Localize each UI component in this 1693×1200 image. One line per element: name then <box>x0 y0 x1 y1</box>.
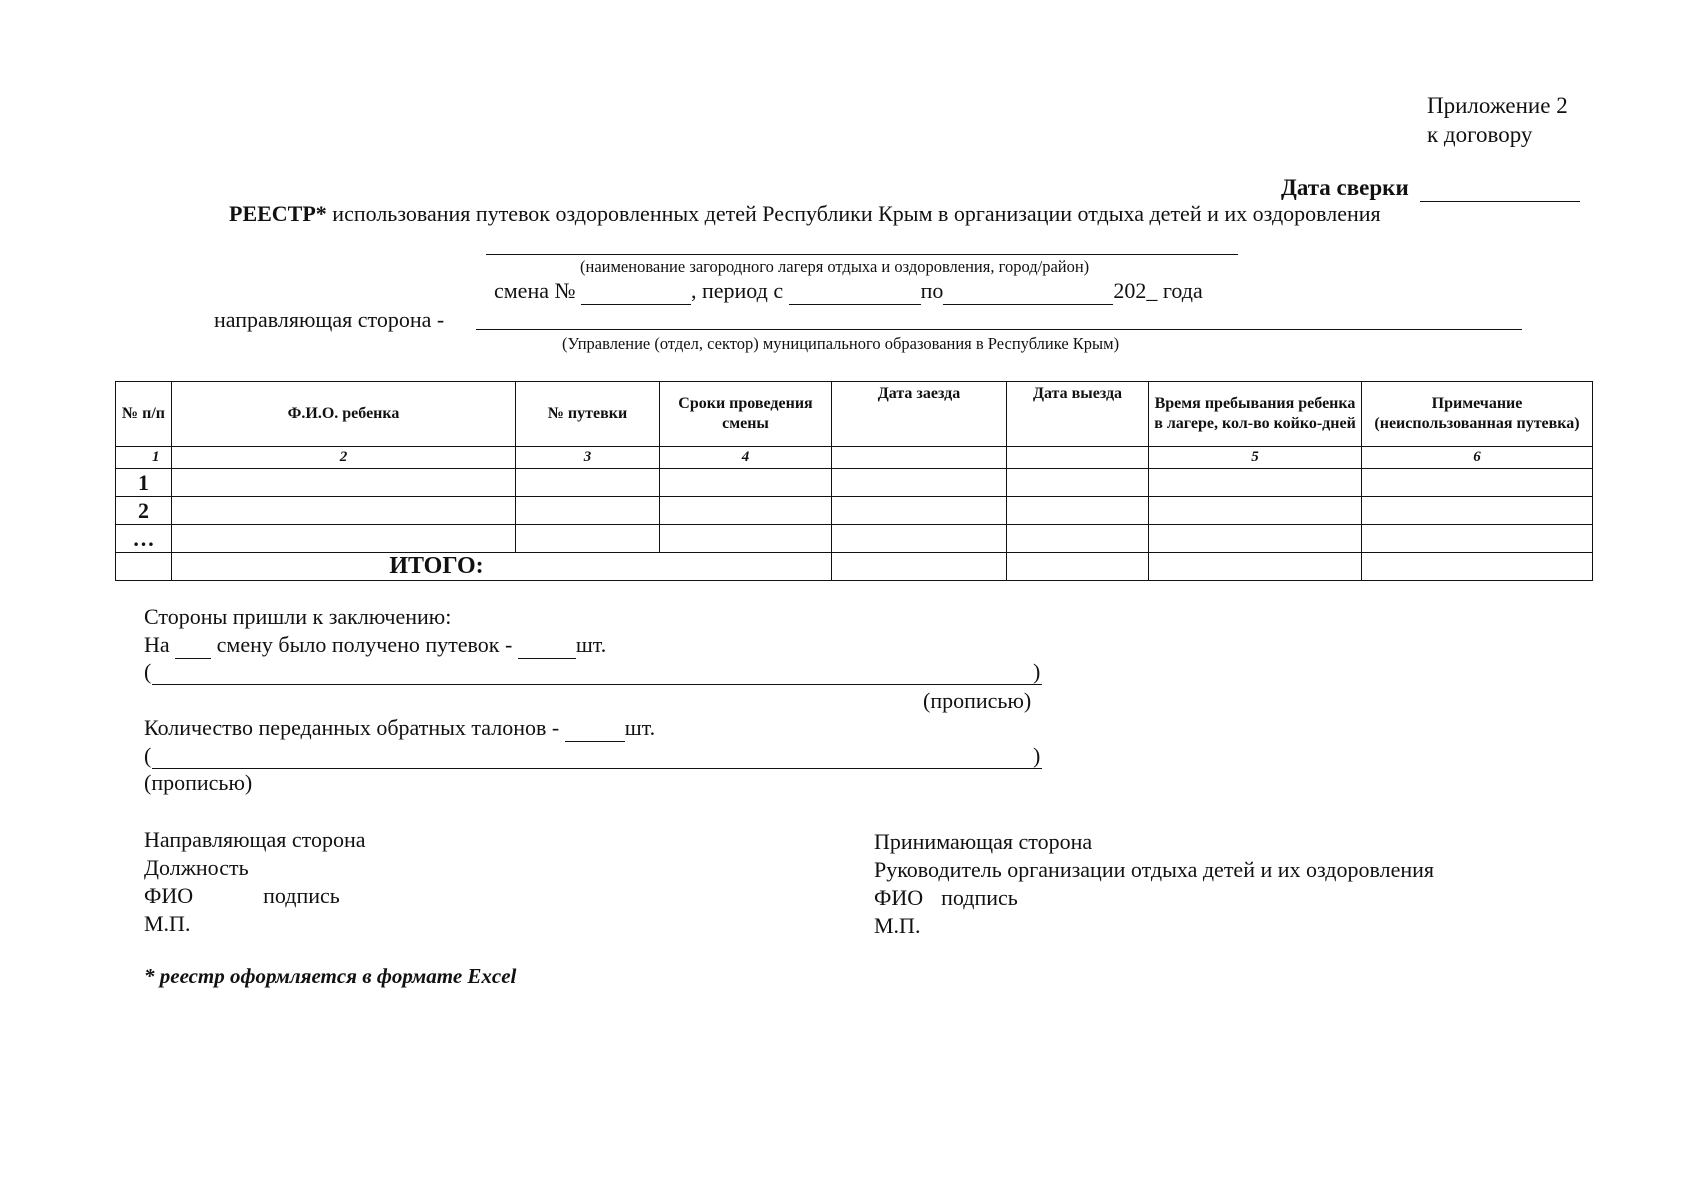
title-bold: РЕЕСТР* <box>229 201 327 226</box>
shift-number-blank[interactable] <box>581 278 691 305</box>
period-to-blank[interactable] <box>943 278 1113 305</box>
row-number: 2 <box>116 497 172 525</box>
header-child-name: Ф.И.О. ребенка <box>172 382 516 447</box>
position-label: Должность <box>144 855 249 880</box>
signature-label: подпись <box>263 883 340 908</box>
column-number: 6 <box>1362 447 1593 469</box>
position-label: Руководитель организации отдыха детей и их оздоровления <box>874 857 1435 882</box>
table-row <box>116 525 1593 553</box>
table-cell[interactable] <box>660 525 832 553</box>
in-words-caption: (прописью) <box>144 770 253 795</box>
table-cell <box>116 553 172 581</box>
column-number: 1 <box>116 447 172 469</box>
period-label: , период с <box>690 278 784 303</box>
column-number: 2 <box>172 447 516 469</box>
shift-label: смена № <box>494 278 576 303</box>
registry-table <box>115 381 1593 581</box>
coupons-line <box>144 715 655 742</box>
received-prefix: На <box>144 632 170 657</box>
table-cell[interactable] <box>172 525 516 553</box>
table-cell[interactable] <box>1007 469 1149 497</box>
date-label: Дата сверки <box>1281 175 1409 200</box>
coupons-count-blank[interactable] <box>565 715 625 742</box>
name-label: ФИО <box>144 883 194 908</box>
receiving-party-signature <box>874 828 1434 940</box>
table-cell[interactable] <box>1362 469 1593 497</box>
table-cell[interactable] <box>1149 553 1362 581</box>
table-cell[interactable] <box>1007 525 1149 553</box>
conclusion-heading: Стороны пришли к заключению: <box>144 604 452 629</box>
header-shift-dates: Сроки проведения смены <box>660 382 832 447</box>
document-title <box>229 201 1381 227</box>
party-label: Направляющая сторона <box>144 827 366 852</box>
title-text: использования путевок оздоровленных детей Республики Крым в организации отдыха детей и их оздоровления <box>326 201 1381 226</box>
close-paren: ) <box>1033 659 1041 684</box>
column-number <box>832 447 1007 469</box>
shift-line <box>494 278 1203 305</box>
table-cell[interactable] <box>516 469 660 497</box>
camp-name-caption: (наименование загородного лагеря отдыха и оздоровления, город/район) <box>580 257 1090 276</box>
vouchers-in-words-line[interactable] <box>152 684 1042 685</box>
table-cell[interactable] <box>172 497 516 525</box>
column-number: 3 <box>516 447 660 469</box>
table-cell[interactable] <box>832 469 1007 497</box>
table-cell[interactable] <box>1362 553 1593 581</box>
table-row <box>116 469 1593 497</box>
reconciliation-date <box>1281 175 1580 202</box>
table-header-row <box>116 382 1593 447</box>
name-signature-line <box>144 882 365 910</box>
name-label: ФИО <box>874 885 924 910</box>
received-middle: смену было получено путевок - <box>216 632 513 657</box>
table-cell[interactable] <box>516 497 660 525</box>
shift-blank[interactable] <box>175 632 211 659</box>
close-paren: ) <box>1033 743 1041 768</box>
period-to-label: по <box>920 278 944 303</box>
date-blank[interactable] <box>1420 175 1580 202</box>
unit-label: шт. <box>575 632 607 657</box>
appendix-line-1: Приложение 2 <box>1427 93 1568 118</box>
table-cell[interactable] <box>832 497 1007 525</box>
open-paren: ( <box>144 743 152 768</box>
appendix-label <box>1427 91 1568 149</box>
table-cell[interactable] <box>172 469 516 497</box>
sending-party-line[interactable] <box>476 329 1522 330</box>
signature-label: подпись <box>941 885 1018 910</box>
seal-label: М.П. <box>874 913 921 938</box>
table-cell[interactable] <box>1007 553 1149 581</box>
vouchers-count-blank[interactable] <box>518 632 576 659</box>
sending-party-caption: (Управление (отдел, сектор) муниципального образования в Республике Крым) <box>562 334 1120 353</box>
column-number: 4 <box>660 447 832 469</box>
coupons-label: Количество переданных обратных талонов - <box>144 715 560 740</box>
table-row <box>116 497 1593 525</box>
table-cell[interactable] <box>832 553 1007 581</box>
unit-label: шт. <box>624 715 656 740</box>
table-cell[interactable] <box>1149 469 1362 497</box>
column-number: 5 <box>1149 447 1362 469</box>
row-number: … <box>116 525 172 553</box>
sending-party-label: направляющая сторона - <box>214 307 445 332</box>
period-from-blank[interactable] <box>789 278 921 305</box>
party-label: Принимающая сторона <box>874 829 1093 854</box>
row-number: 1 <box>116 469 172 497</box>
table-cell[interactable] <box>660 469 832 497</box>
table-cell[interactable] <box>832 525 1007 553</box>
header-departure-date: Дата выезда <box>1007 382 1149 447</box>
sending-party-signature <box>144 826 365 938</box>
header-note: Примечание (неиспользованная путевка) <box>1362 382 1593 447</box>
table-cell[interactable] <box>1149 525 1362 553</box>
header-voucher-number: № путевки <box>516 382 660 447</box>
camp-name-line[interactable] <box>486 254 1238 255</box>
header-arrival-date: Дата заезда <box>832 382 1007 447</box>
column-number-row <box>116 447 1593 469</box>
column-number <box>1007 447 1149 469</box>
header-stay-duration: Время пребывания ребенка в лагере, кол-во койко-дней <box>1149 382 1362 447</box>
total-label: ИТОГО: <box>172 553 832 581</box>
coupons-in-words-line[interactable] <box>152 768 1042 769</box>
in-words-caption: (прописью) <box>923 688 1032 713</box>
table-cell[interactable] <box>1007 497 1149 525</box>
name-signature-line <box>874 884 1434 912</box>
table-cell[interactable] <box>1362 525 1593 553</box>
vouchers-received-line <box>144 632 606 659</box>
total-row <box>116 553 1593 581</box>
appendix-line-2: к договору <box>1427 122 1533 147</box>
table-cell[interactable] <box>660 497 832 525</box>
table-cell[interactable] <box>516 525 660 553</box>
header-number: № п/п <box>116 382 172 447</box>
open-paren: ( <box>144 659 152 684</box>
table-cell[interactable] <box>1149 497 1362 525</box>
footnote: * реестр оформляется в формате Excel <box>144 964 517 988</box>
table-cell[interactable] <box>1362 497 1593 525</box>
seal-label: М.П. <box>144 911 191 936</box>
year-label: 202_ года <box>1113 278 1203 303</box>
